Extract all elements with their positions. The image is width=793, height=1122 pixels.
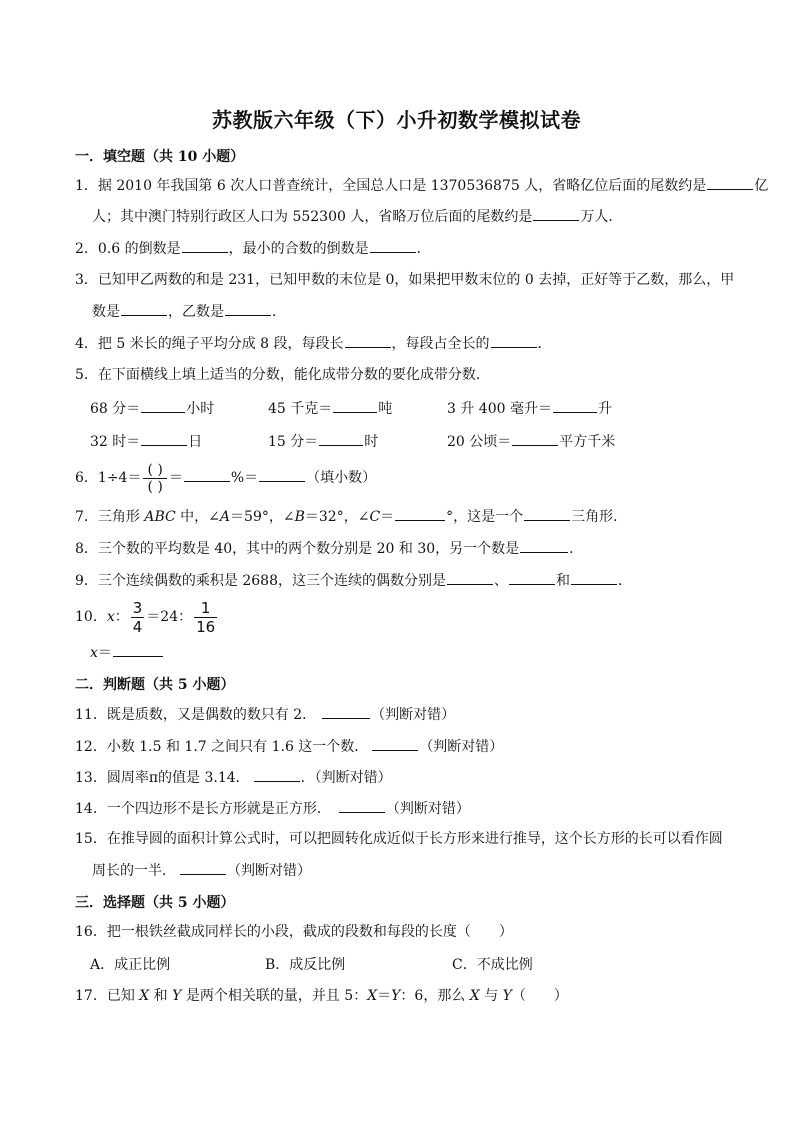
- q9-blank2[interactable]: [509, 570, 555, 585]
- q1-line1: 1．据 2010 年我国第 6 次人口普查统计，全国总人口是 1370536875 人，省略亿位后面的尾数约是 亿: [75, 175, 768, 196]
- q13-line: 13．圆周率π的值是 3.14． ．（判断对错）: [75, 767, 392, 788]
- q16-option-b[interactable]: B．成反比例: [265, 957, 346, 973]
- q7-blank2[interactable]: [524, 506, 570, 521]
- q10-blank[interactable]: [113, 642, 163, 657]
- q13-blank[interactable]: [254, 767, 300, 782]
- q1-blank2[interactable]: [533, 206, 579, 221]
- q14-blank[interactable]: [339, 798, 385, 813]
- q3-blank1[interactable]: [121, 301, 167, 316]
- q3-blank2[interactable]: [225, 301, 271, 316]
- q7-blank1[interactable]: [395, 506, 445, 521]
- section-choice-heading: 三．选择题（共 5 小题）: [75, 895, 235, 911]
- q3-line1: 3．已知甲乙两数的和是 231，已知甲数的末位是 0，如果把甲数末位的 0 去掉，正好等于乙数，那么，甲: [75, 272, 735, 288]
- q4-blank1[interactable]: [345, 333, 391, 348]
- q15-line2: 周长的一半． （判断对错）: [92, 860, 311, 881]
- q1-blank1[interactable]: [707, 175, 753, 190]
- q4-line: 4．把 5 米长的绳子平均分成 8 段，每段长 ，每段占全长的 ．: [75, 333, 552, 354]
- q5-r1c2: 45 千克＝ 吨: [268, 398, 392, 419]
- q10-line2: x＝: [90, 642, 164, 663]
- q17-line: 17．已知 X 和 Y 是两个相关联的量，并且 5：X＝Y：6，那么 X 与 Y（ ）: [75, 988, 568, 1004]
- section-fill-heading: 一．填空题（共 10 小题）: [75, 149, 245, 165]
- q15-blank[interactable]: [180, 860, 226, 875]
- q10-line1: 10．x： $\frac{3}{4}$ ＝24： $\frac{1}{16}$: [75, 598, 216, 636]
- q7-line: 7．三角形 ABC 中，∠A＝59°，∠B＝32°，∠C＝ °，这是一个 三角形．: [75, 506, 627, 527]
- q10-fraction-1-16: $\frac{1}{16}$: [196, 598, 216, 636]
- q5-blank-r1c2[interactable]: [333, 398, 377, 413]
- q5-text: 5．在下面横线上填上适当的分数，能化成带分数的要化成带分数．: [75, 367, 490, 383]
- q10-fraction-3-4: $\frac{3}{4}$: [132, 598, 143, 636]
- q6-fraction[interactable]: $\frac{( )}{( )}$: [143, 462, 166, 495]
- q5-blank-r1c3[interactable]: [553, 398, 597, 413]
- q5-r1c1: 68 分＝ 小时: [90, 398, 214, 419]
- q14-line: 14．一个四边形不是长方形就是正方形． （判断对错）: [75, 798, 470, 819]
- q8-line: 8．三个数的平均数是 40，其中的两个数分别是 20 和 30，另一个数是 ．: [75, 538, 583, 559]
- q5-blank-r2c3[interactable]: [512, 431, 558, 446]
- q5-blank-r2c2[interactable]: [319, 431, 363, 446]
- q2-line: 2．0.6 的倒数是 ，最小的合数的倒数是 ．: [75, 238, 431, 259]
- q5-blank-r1c1[interactable]: [141, 398, 185, 413]
- q5-r2c1: 32 时＝ 日: [90, 431, 202, 452]
- q3-line2: 数是 ，乙数是 ．: [92, 301, 286, 322]
- q12-line: 12．小数 1.5 和 1.7 之间只有 1.6 这一个数． （判断对错）: [75, 736, 503, 757]
- q4-blank2[interactable]: [491, 333, 537, 348]
- q16-option-a[interactable]: A．成正比例: [90, 957, 171, 973]
- q16-option-c[interactable]: C．不成比例: [452, 957, 533, 973]
- q16-line: 16．把一根铁丝截成同样长的小段，截成的段数和每段的长度（ ）: [75, 924, 513, 940]
- q11-line: 11．既是质数，又是偶数的数只有 2． （判断对错）: [75, 704, 455, 725]
- q5-r1c3: 3 升 400 毫升＝ 升: [447, 398, 612, 419]
- q9-blank3[interactable]: [571, 570, 617, 585]
- q9-blank1[interactable]: [447, 570, 493, 585]
- q9-line: 9．三个连续偶数的乘积是 2688，这三个连续的偶数分别是 、 和 ．: [75, 570, 632, 591]
- q11-blank[interactable]: [322, 704, 370, 719]
- q12-blank[interactable]: [372, 736, 418, 751]
- section-judge-heading: 二．判断题（共 5 小题）: [75, 677, 235, 693]
- q1-line2: 人；其中澳门特别行政区人口为 552300 人，省略万位后面的尾数约是 万人．: [92, 206, 622, 227]
- q5-blank-r2c1[interactable]: [141, 431, 187, 446]
- q6-blank2[interactable]: [259, 467, 305, 482]
- q6-blank1[interactable]: [184, 467, 230, 482]
- q5-r2c2: 15 分＝ 时: [268, 431, 378, 452]
- q5-r2c3: 20 公顷＝ 平方千米: [447, 431, 615, 452]
- page-title: 苏教版六年级（下）小升初数学模拟试卷: [212, 108, 581, 132]
- q15-line1: 15．在推导圆的面积计算公式时，可以把圆转化成近似于长方形来进行推导，这个长方形的长可以看作圆: [75, 831, 723, 847]
- q2-blank1[interactable]: [182, 238, 228, 253]
- q6-line: 6．1÷4＝ $\frac{( )}{( )}$ ＝ %＝ （填小数）: [75, 461, 377, 495]
- q2-blank2[interactable]: [370, 238, 416, 253]
- q8-blank[interactable]: [520, 538, 568, 553]
